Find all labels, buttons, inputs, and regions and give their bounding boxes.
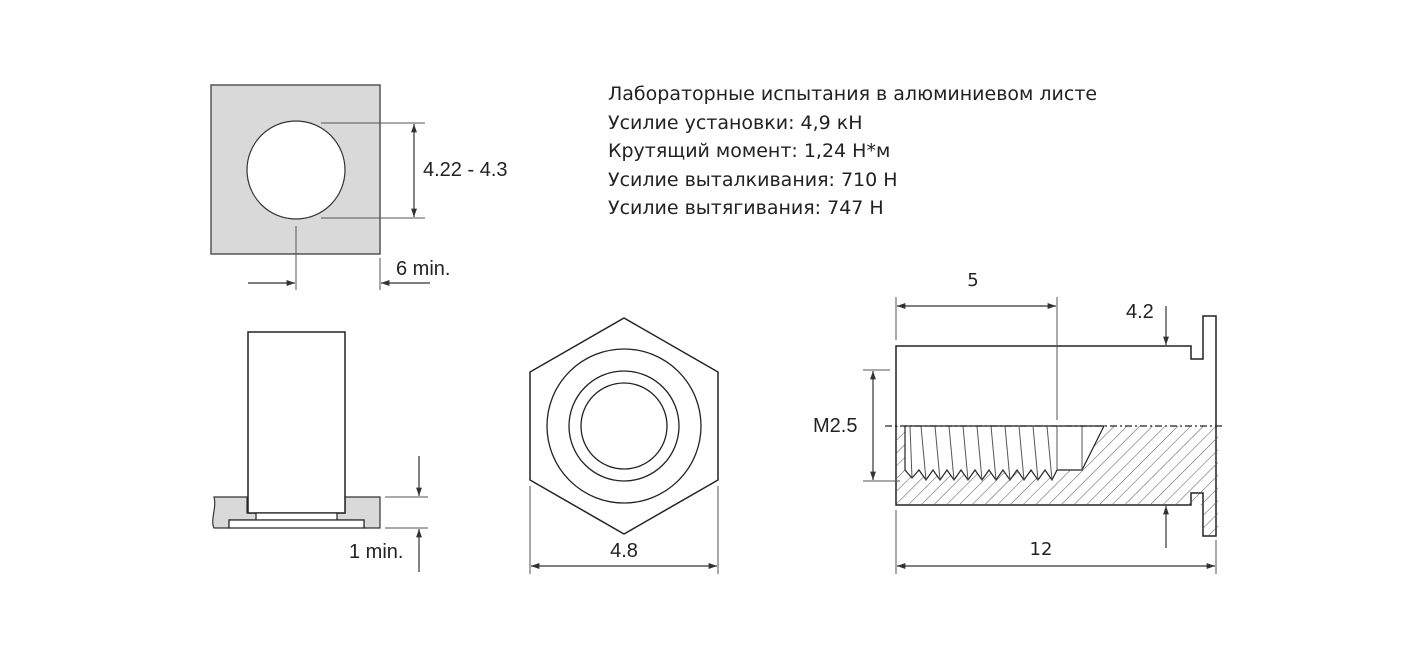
edge-distance-label: 6 min. [396, 258, 451, 280]
installation-force: Усилие установки: 4,9 кН [608, 111, 863, 134]
hex-end-view [530, 318, 718, 574]
head-diameter-label: 4.2 [1126, 301, 1154, 323]
panel-hole-view [211, 85, 508, 290]
thread-length-label: 5 [967, 270, 979, 291]
mounting-hole [247, 121, 345, 219]
side-view-installed [213, 332, 428, 572]
hex-outline [530, 318, 718, 534]
total-length-label: 12 [1029, 539, 1053, 560]
hole-diameter-label: 4.22 - 4.3 [423, 159, 508, 181]
standoff-shank [256, 513, 337, 520]
pullout-force: Усилие вытягивания: 747 Н [608, 197, 884, 220]
standoff-body [248, 332, 345, 513]
thread-label: M2.5 [813, 415, 858, 437]
sheet-thickness-label: 1 min. [349, 541, 404, 563]
hex-width-label: 4.8 [610, 540, 638, 562]
torque: Крутящий момент: 1,24 Н*м [608, 140, 891, 163]
specs-title: Лабораторные испытания в алюминиевом листе [608, 83, 1098, 105]
section-view [813, 270, 1225, 574]
pushout-force: Усилие выталкивания: 710 Н [608, 168, 898, 191]
standoff-head [229, 520, 364, 528]
